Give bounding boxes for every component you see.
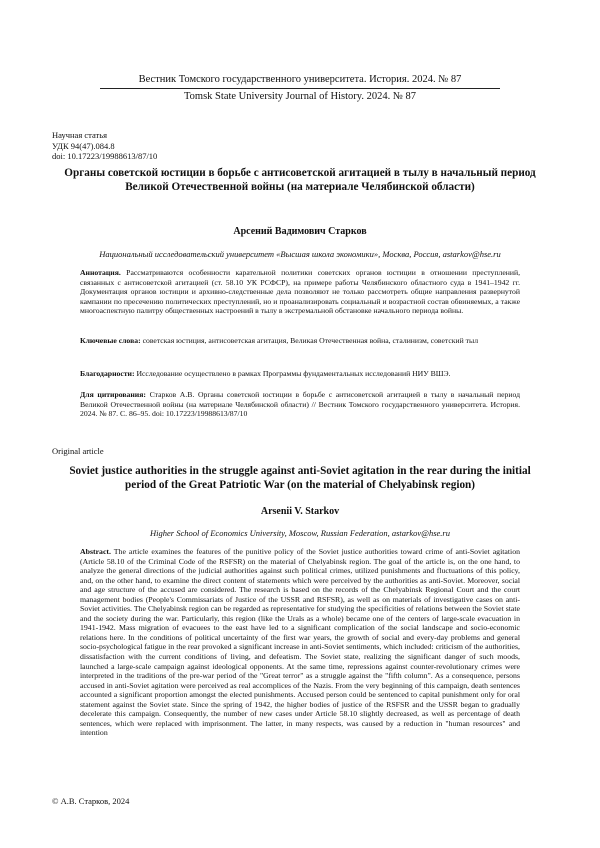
article-meta (52, 130, 157, 162)
author-name-en: Arsenii V. Starkov (260, 506, 340, 517)
keywords-label-ru: Ключевые слова: (80, 336, 141, 345)
funding-text-ru: Исследование осуществлено в рамках Программы фундаментальных исследований НИУ ВШЭ. (136, 369, 451, 378)
citation-ru (80, 390, 520, 419)
keywords-text-ru: советская юстиция, антисоветская агитация, Великая Отечественная война, сталинизм, советский тыл (142, 336, 479, 345)
journal-title-en: Tomsk State University Journal of History. 2024. № 87 (184, 91, 416, 102)
doi-link[interactable]: doi: 10.17223/19988613/87/10 (52, 151, 158, 161)
abstract-text-ru: Рассматриваются особенности карательной политики советских органов юстиции в отношении преступлений, связанных с антисоветской агитацией (ст. 58.10 УК РСФСР), на примере работы Челябинского областного суда в 1941–1942 гг. Документация органов юстиции и архивно-следственные дела позволяют не только рассмотреть общие направления развернутой кампании по пресечению политических преступлений, но и проанализировать социальный и возрастной состав обвиняемых, а также многоаспектную палитру общественных настроений в тылу в экстремальной обстановке начального периода войны. (80, 268, 521, 315)
udc-code: УДК 94(47).084.8 (52, 140, 115, 151)
abstract-label-ru: Аннотация. (80, 268, 121, 277)
affiliation-ru: Национальный исследовательский университет «Высшая школа экономики», Москва, Россия, astarkov@hse.ru (99, 249, 501, 259)
keywords-ru (80, 336, 520, 346)
abstract-label-en: Abstract. (80, 547, 111, 556)
funding-label-ru: Благодарности: (80, 369, 135, 378)
article-title-ru: Органы советской юстиции в борьбе с антисоветской агитацией в тылу в начальный период Великой Отечественной войны (на материале Челябинской области) (64, 167, 536, 193)
abstract-en (80, 547, 520, 738)
citation-text-ru: Старков А.В. Органы советской юстиции в борьбе с антисоветской агитацией в тылу в начальный период Великой Отечественной войны (на материале Челябинской области) // Вестник Томского государственного университета. История. 2024. № 87. С. 86–95. doi: 10.17223/19988613/87/10 (80, 390, 521, 418)
author-name-ru: Арсений Вадимович Старков (233, 226, 367, 237)
affiliation-en: Higher School of Economics University, Moscow, Russian Federation, astarkov@hse.ru (150, 528, 450, 538)
article-title-en: Soviet justice authorities in the struggle against anti-Soviet agitation in the rear during the initial period of the Great Patriotic War (on the material of Chelyabinsk region) (69, 465, 531, 491)
abstract-text-en: The article examines the features of the punitive policy of the Soviet justice authorities toward crime of anti-Soviet agitation (Article 58.10 of the Criminal Code of the RSFSR) on the material of Chelyabinsk region. The goal of the article is, on the one hand, to analyze the general directions of the judicial authorities against such political crimes, utilized punishments and fluctuations of this policy, and, on the other hand, to examine the direct content of statements which were perceived by the authorities as anti-Soviet. Moreover, social and age structure of the accused are considered. The research is based on the records of the Chelyabinsk Regional Court and the court management bodies (People's Commissariats of Justice of the USSR and RSFSR), as well as on materials of investigative cases on anti-Soviet activities. The Chelyabinsk region can be regarded as representative for studying the specificities of relations between the Soviet state and the society during the war. Particularly, this region (like the Urals as a whole) became one of the centers of large-scale evacuation in 1941-1942. Mass migration of evacuees to the east have led to a significant complication of the social landscape and socio-economic relations here. In the conditions of political uncertainty of the first war years, the growth of social and every-day problems and general socio-psychological fatigue in the rear provoked a significant increase in anti-Soviet sentiments, which included: criticism of the authorities, dissatisfaction with the current conditions of living, and defeatism. The Soviet state, realizing the significant danger of such moods, launched a large-scale campaign against ideological opponents. At the same time, repressions against counter-revolutionary crimes were interpreted in the traditions of the pre-war period of the "Great terror" as a struggle against the "fifth column". As a consequence, persons accused in anti-Soviet agitation were perceived as real accomplices of the Nazis. From the very beginning of this campaign, death sentences accounted a significant proportion amongst the elected punishments. Accused person could be sentenced to capital punishment only for oral statement against the Soviet state. Since the spring of 1942, the higher bodies of justice of the RSFSR and the USSR began to gradually decelerate this campaign. Consequently, the number of new cases under Article 58.10 slightly decreased, as well as percentage of death sentences, which were replaced with imprisonment. The latter, in many respects, was caused by a reduction in "human resources" and intention (80, 547, 520, 738)
article-type-en: Original article (52, 446, 104, 456)
journal-title-ru: Вестник Томского государственного университета. История. 2024. № 87 (138, 74, 462, 85)
funding-ru (80, 369, 520, 379)
copyright: © А.В. Старков, 2024 (52, 796, 130, 806)
citation-label-ru: Для цитирования: (80, 390, 146, 399)
header-divider (100, 88, 500, 89)
article-type-ru: Научная статья (52, 130, 108, 140)
abstract-ru (80, 268, 520, 316)
